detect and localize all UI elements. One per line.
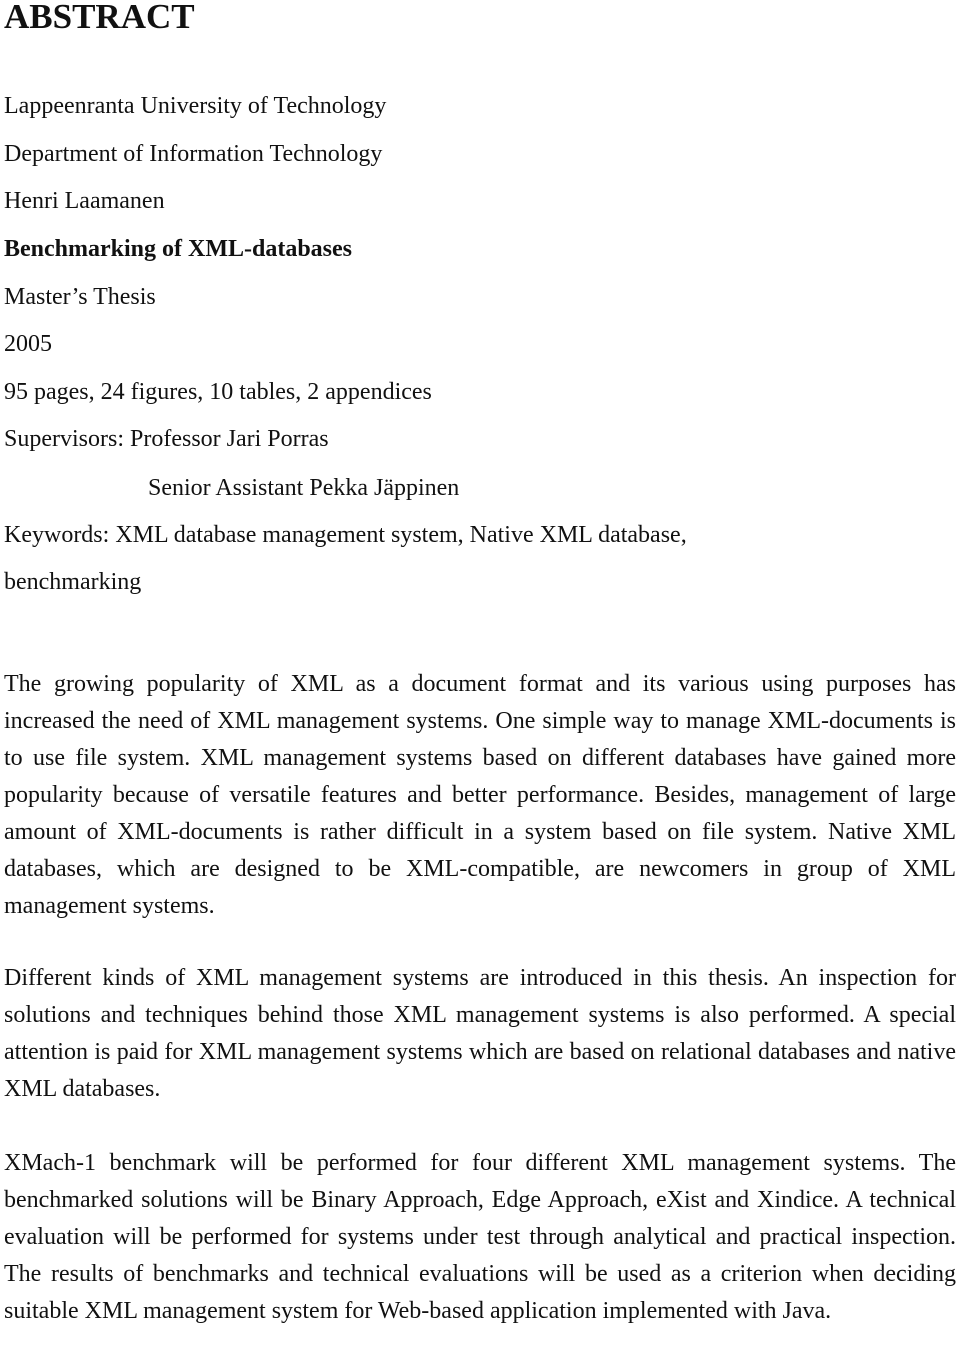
supervisors-line-1: Supervisors: Professor Jari Porras [4,426,329,452]
abstract-paragraph-3: XMach-1 benchmark will be performed for four different XML management systems. The benchmarked solutions will be Binary Approach, Edge Approach, eXist and Xindice. A technical evaluation will be performed for systems under test through analytical and practical inspection. The results of benchmarks and technical evaluations will be used as a criterion when deciding suitable XML management system for Web-based application implemented with Java. [4,1150,956,1324]
thesis-year: 2005 [4,331,52,357]
keywords-line-2: benchmarking [4,569,142,595]
abstract-paragraph-1: The growing popularity of XML as a document format and its various using purposes has increased the need of XML management systems. One simple way to manage XML-documents is to use file system. XML management systems based on different databases have gained more popularity because of versatile features and better performance. Besides, management of large amount of XML-documents is rather difficult in a system based on file system. Native XML databases, which are designed to be XML-compatible, are newcomers in group of XML management systems. [4,671,956,919]
abstract-heading: ABSTRACT [4,0,195,36]
university-name: Lappeenranta University of Technology [4,93,387,119]
thesis-title: Benchmarking of XML-databases [4,236,353,262]
keywords-line-1: Keywords: XML database management system, Native XML database, [4,522,687,548]
thesis-type: Master’s Thesis [4,284,156,310]
abstract-paragraph-2: Different kinds of XML management systems are introduced in this thesis. An inspection for solutions and techniques behind those XML management systems is also performed. A special attention is paid for XML management systems which are based on relational databases and native XML databases. [4,965,956,1102]
thesis-extent: 95 pages, 24 figures, 10 tables, 2 appendices [4,379,432,405]
department-name: Department of Information Technology [4,141,383,167]
supervisors-line-2: Senior Assistant Pekka Jäppinen [148,475,460,501]
author-name: Henri Laamanen [4,188,165,214]
